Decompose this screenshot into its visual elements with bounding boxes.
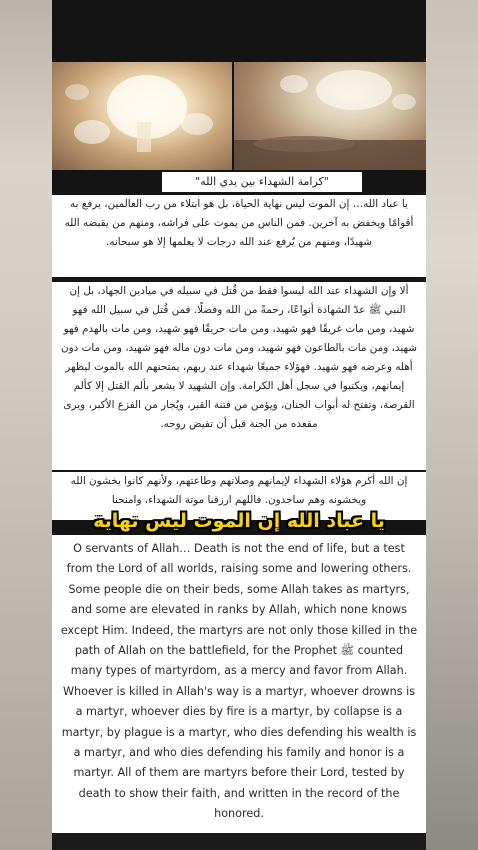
heavenly-light-art: [52, 62, 232, 170]
overlay-caption: يا عباد الله إن الموت ليس نهاية: [93, 510, 385, 532]
english-translation: O servants of Allah… Death is not the end of life, but a test from the Lord of all worlds, raising some and lowering others. Some people die on their beds, some Allah takes as martyrs, and some are elevated in ranks by Allah, which none knows except Him. Indeed, the martyrs are not only those killed in the path of Allah on the battlefield, for the Prophet ﷺ counted many types of martyrdom, as a mercy and favor from Allah. Whoever is killed in Allah's way is a martyr, whoever drowns is a martyr, whoever dies by fire is a martyr, by collapse is a martyr, by plague is a martyr, who dies defending his wealth is a martyr, and who dies defending his family and honor is a martyr. All of them are martyrs before their Lord, tested by death to show their faith, and written in the record of the honored.: [52, 535, 426, 833]
heavenly-light-image: [52, 62, 232, 170]
left-blurred-edge: [0, 0, 52, 850]
arabic-paragraph-1: يا عباد الله… إن الموت ليس نهاية الحياة، بل هو ابتلاء من رب العالمين، يرفع به أقوامًا ويخفض به آخرين. فمن الناس من يموت على فراشه، ومنهم من يقبضه الله شهيدًا، ومنهم من يُرفع عند الله درجات لا يعلمها إلا هو سبحانه.: [52, 195, 426, 277]
arabic-paragraph-3: إن الله أكرم هؤلاء الشهداء لإيمانهم وصلاتهم وطاعتهم، ولأنهم كانوا يخشون الله ويخشونه وهم ساجدون. فاللهم ارزقنا موتة الشهداء، وامنحنا: [52, 472, 426, 520]
battlefield-art: [234, 62, 426, 170]
right-blurred-edge: [426, 0, 478, 850]
arabic-title: "كرامة الشهداء بين يدي الله": [162, 172, 362, 192]
bottom-bar: [52, 833, 426, 850]
arabic-paragraph-2: ألا وإن الشهداء عند الله ليسوا فقط من قُتل في سبيله في ميادين الجهاد، بل إن النبي ﷺ عدّ الشهادة أنواعًا، رحمةً من الله وفضلًا. فمن قُتل في سبيل الله فهو شهيد، ومن مات غريقًا فهو شهيد، ومن مات حريقًا فهو شهيد، ومن مات بالهدم فهو شهيد، ومن مات بالطاعون فهو شهيد، ومن مات دون ماله فهو شهيد، ومن مات دون أهله وعرضه فهو شهيد. فهؤلاء جميعًا شهداء عند ربهم، يمتحنهم الله بالموت ليظهر إيمانهم، ويكتبوا في سجل أهل الكرامة. وإن الشهيد لا يشعر بألم القتل إلا كألم القرصة، وتفتح له أبواب الجنان، ويؤمن من فتنة القبر، ويُجار من الفزع الأكبر، ويرى مقعده من الجنة قبل أن تفيض روحه.: [52, 282, 426, 470]
battlefield-image: [234, 62, 426, 170]
